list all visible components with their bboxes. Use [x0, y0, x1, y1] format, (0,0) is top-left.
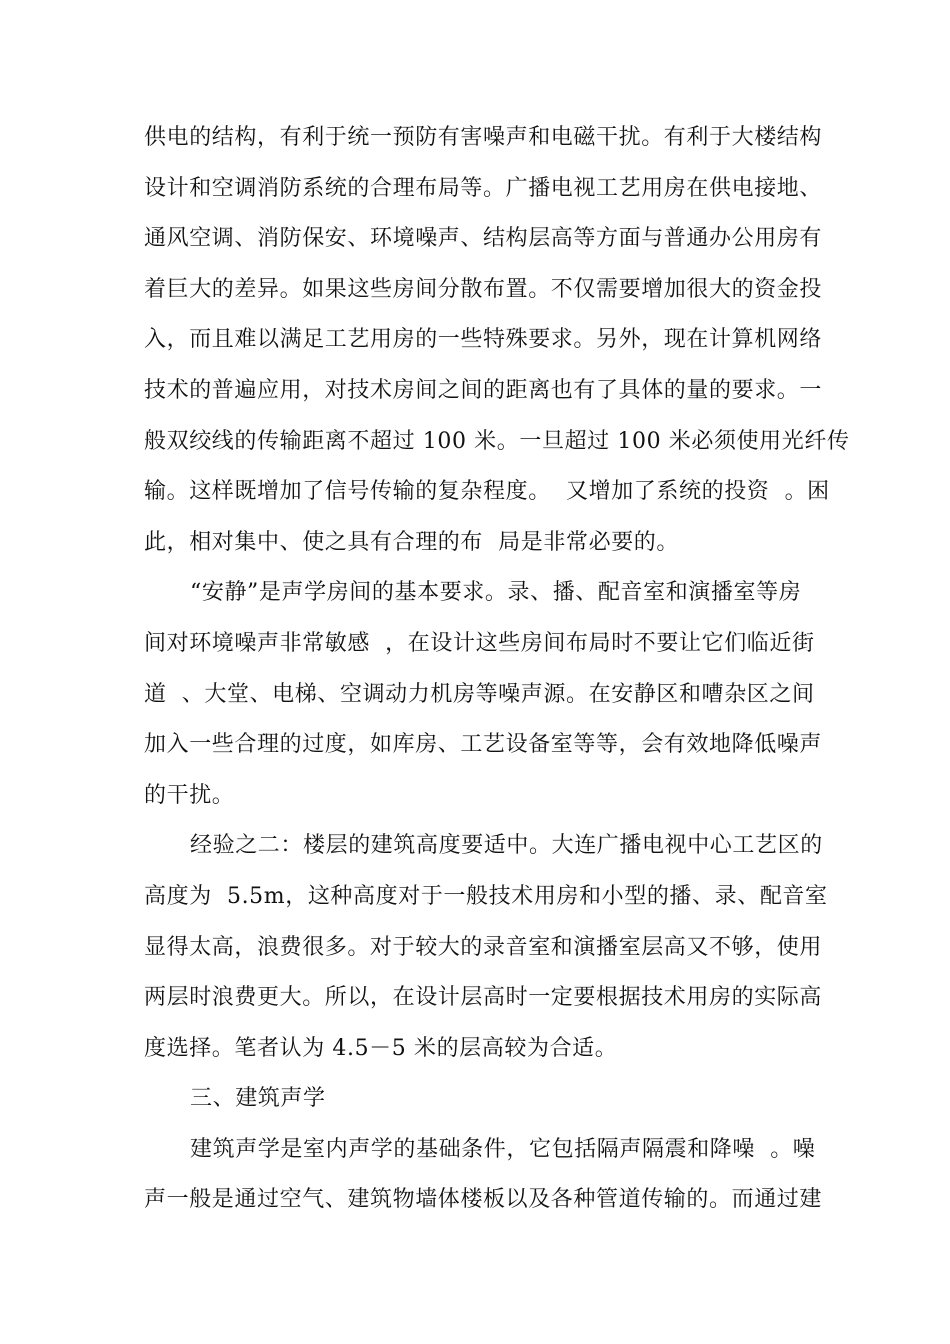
text-line: 输。这样既增加了信号传输的复杂程度。 又增加了系统的投资 。困 [144, 479, 830, 505]
text-line: 通风空调、消防保安、环境噪声、结构层高等方面与普通办公用房有 [144, 226, 823, 252]
text-line: 入，而且难以满足工艺用房的一些特殊要求。另外，现在计算机网络 [144, 327, 823, 353]
paragraph-first-line: 经验之二：楼层的建筑高度要适中。大连广播电视中心工艺区的 [190, 833, 823, 859]
text-line: 般双绞线的传输距离不超过 100 米。一旦超过 100 米必须使用光纤传 [144, 428, 850, 454]
text-line: 此，相对集中、使之具有合理的布 局是非常必要的。 [144, 529, 679, 555]
text-line: 的干扰。 [144, 782, 235, 808]
document-body [144, 113, 850, 1226]
text-line: 设计和空调消防系统的合理布局等。广播电视工艺用房在供电接地、 [144, 175, 823, 201]
text-line: 声一般是通过空气、建筑物墙体楼板以及各种管道传输的。而通过建 [144, 1187, 823, 1213]
text-line: 着巨大的差异。如果这些房间分散布置。不仅需要增加很大的资金投 [144, 276, 823, 302]
text-line: 显得太高，浪费很多。对于较大的录音室和演播室层高又不够，使用 [144, 934, 823, 960]
text-line: 度选择。笔者认为 4.5－5 米的层高较为合适。 [144, 1035, 618, 1061]
section-heading: 三、建筑声学 [190, 1086, 326, 1112]
text-line: 技术的普遍应用，对技术房间之间的距离也有了具体的量的要求。一 [144, 377, 823, 403]
text-line: 高度为 5.5m，这种高度对于一般技术用房和小型的播、录、配音室 [144, 883, 828, 909]
paragraph-first-line: 建筑声学是室内声学的基础条件，它包括隔声隔震和降噪 。噪 [190, 1136, 816, 1162]
text-line: 道 、大堂、电梯、空调动力机房等噪声源。在安静区和嘈杂区之间 [144, 681, 815, 707]
text-line: 两层时浪费更大。所以，在设计层高时一定要根据技术用房的实际高 [144, 985, 823, 1011]
text-line: 供电的结构，有利于统一预防有害噪声和电磁干扰。有利于大楼结构 [144, 125, 823, 150]
text-line: 加入一些合理的过度，如库房、工艺设备室等等，会有效地降低噪声 [144, 732, 823, 758]
text-line: 间对环境噪声非常敏感 ，在设计这些房间布局时不要让它们临近街 [144, 630, 815, 656]
paragraph-first-line: “安静”是声学房间的基本要求。录、播、配音室和演播室等房 [190, 580, 802, 606]
